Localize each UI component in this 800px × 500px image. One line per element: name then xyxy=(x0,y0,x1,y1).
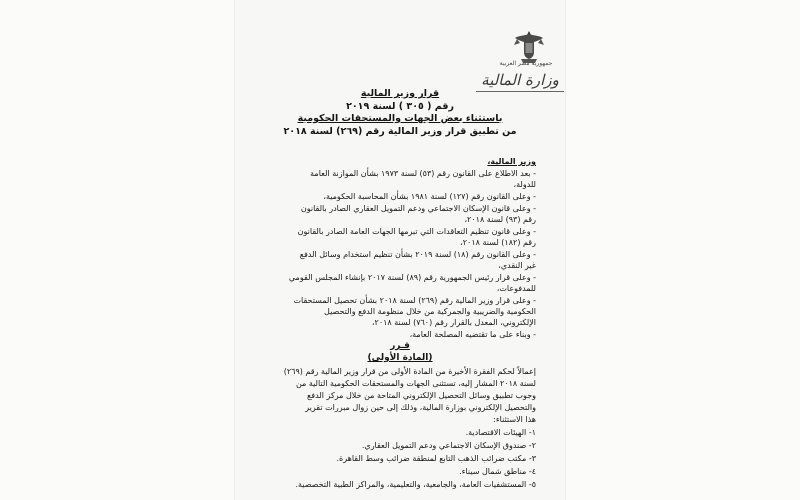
preamble-line: - وعلى قرار وزير المالية رقم (٢٦٩) لسنة ٢٠١٨ بشأن تحصيل المستحقات xyxy=(293,296,536,305)
ministry-name: وزارة المالية xyxy=(481,71,559,89)
exemption-item: ٣- مكتب ضرائب الذهب التابع لمنطقة ضرائب وسط القاهرة. xyxy=(336,454,536,463)
exemption-item: ١- الهيئات الاقتصادية. xyxy=(465,428,536,437)
preamble-line: - وعلى قرار رئيس الجمهورية رقم (٨٩) لسنة ٢٠١٧ بإنشاء المجلس القومي xyxy=(288,273,536,282)
exemption-item: ٢- صندوق الإسكان الاجتماعي ودعم التمويل العقاري. xyxy=(361,441,536,450)
decree-title: قرار وزير المالية xyxy=(360,88,440,99)
preamble-line: رقم (١٨٢) لسنة ٢٠١٨، xyxy=(460,238,536,247)
preamble-line: للدولة، xyxy=(513,180,536,189)
preamble-line: غير النقدي، xyxy=(498,261,536,270)
preamble-line: الحكومية والضريبية والجمركية من خلال منظومة الدفع والتحصيل xyxy=(324,307,536,316)
exemption-item: ٥- المستشفيات العامة، والجامعية، والتعليمية، والمراكز الطبية التخصصية. xyxy=(295,480,536,489)
article-line: إعمالاً لحكم الفقرة الأخيرة من المادة الأولى من قرار وزير المالية رقم (٢٦٩) xyxy=(283,367,536,376)
decree-number: رقم ( ٣٠٥ ) لسنة ٢٠١٩ xyxy=(346,101,454,112)
preamble-line: الإلكتروني، المعدل بالقرار رقم (٧٦٠) لسنة ٢٠١٨، xyxy=(371,318,536,327)
country-name: جمهورية مصر العربية xyxy=(499,60,553,67)
preamble-line: رقم (٩٣) لسنة ٢٠١٨، xyxy=(464,215,536,224)
preamble-line: للمدفوعات، xyxy=(496,284,536,293)
preamble-line: - بعد الاطلاع على القانون رقم (٥٣) لسنة ١٩٧٣ بشأن الموازنة العامة xyxy=(310,169,536,178)
preamble-line: - وعلى القانون رقم (١٨) لسنة ٢٠١٩ بشأن تنظيم استخدام وسائل الدفع xyxy=(299,250,536,259)
preamble-line: - وعلى قانون الإسكان الاجتماعي ودعم التمويل العقاري الصادر بالقانون xyxy=(300,204,536,213)
decision-heading: قـرر xyxy=(390,341,410,351)
article-line: والتحصيل الإلكتروني بوزارة المالية، وذلك إلى حين زوال مبررات تقرير xyxy=(305,403,536,412)
article-heading: (المادة الأولى) xyxy=(367,353,433,363)
preamble-line: - وعلى قانون تنظيم التعاقدات التي تبرمها الجهات العامة الصادر بالقانون xyxy=(297,227,536,236)
article-line: وجوب تطبيق وسائل التحصيل الإلكتروني المتاحة من خلال مركز الدفع xyxy=(307,391,536,400)
decree-subject-continued: من تطبيق قرار وزير المالية رقم (٢٦٩) لسنة ٢٠١٨ xyxy=(283,126,517,137)
preamble-line: - وبناء على ما تقتضيه المصلحة العامة، xyxy=(409,330,536,339)
exemption-item: ٤- مناطق شمال سيناء. xyxy=(459,467,536,476)
decree-subject: باستثناء بعض الجهات والمستحقات الحكومية xyxy=(297,113,503,124)
article-line: هذا الاستثناء: xyxy=(493,415,536,424)
preamble-heading: وزير المالية، xyxy=(487,157,536,166)
preamble-line: - وعلى القانون رقم (١٢٧) لسنة ١٩٨١ بشأن المحاسبة الحكومية، xyxy=(323,192,536,201)
article-line: لسنة ٢٠١٨ المشار إليه، تستثنى الجهات والمستحقات الحكومية التالية من xyxy=(295,379,536,388)
